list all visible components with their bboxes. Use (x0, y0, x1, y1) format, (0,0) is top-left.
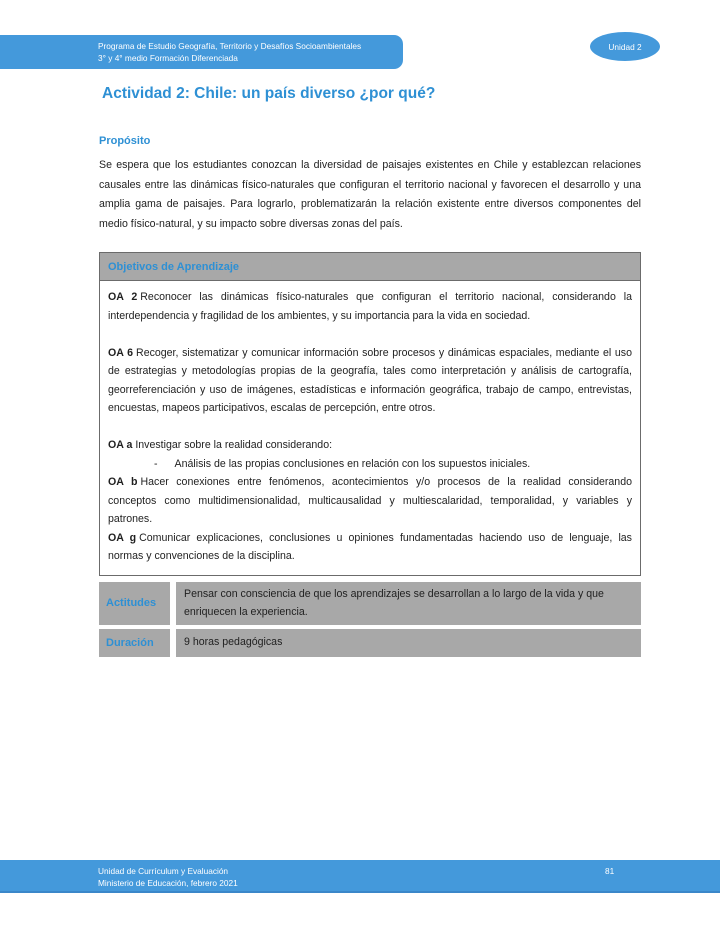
duracion-row (99, 629, 641, 657)
oa-text: Hacer conexiones entre fenómenos, acontecimientos y/o procesos de la realidad considerando conceptos como multidimensionalidad, multicausalidad y multiescalaridad, temporalidad, y variables y patrones. (108, 476, 632, 525)
bullet-dash: - (154, 457, 158, 470)
actitudes-label-cell (99, 582, 170, 625)
objetivos-table-body (99, 281, 641, 576)
oa-code: OA a (108, 439, 133, 451)
objetivos-table-header (99, 252, 641, 281)
oa-bullet-item (108, 455, 632, 474)
footer-line2: Ministerio de Educación, febrero 2021 (98, 878, 238, 888)
oa-code: OA 2 (108, 291, 138, 303)
actitudes-label: Actitudes (106, 597, 157, 609)
oa-item (108, 473, 632, 529)
oa-code: OA 6 (108, 346, 134, 359)
page-title: Actividad 2: Chile: un país diverso ¿por qué? (102, 85, 436, 102)
oa-code: OA g (108, 531, 137, 544)
proposito-label: Propósito (99, 135, 151, 147)
objetivos-table (99, 252, 641, 657)
objetivos-header-label: Objetivos de Aprendizaje (108, 260, 240, 273)
oa-code: OA b (108, 476, 138, 488)
actitudes-text: Pensar con consciencia de que los aprendizajes se desarrollan a lo largo de la vida y que enriquecen la experiencia. (184, 587, 604, 618)
page-number: 81 (605, 866, 615, 876)
unit-badge-label: Unidad 2 (608, 41, 642, 52)
duracion-label: Duración (106, 636, 154, 649)
proposito-paragraph: Se espera que los estudiantes conozcan la diversidad de paisajes existentes en Chile y establezcan relaciones causales entre las dinámicas físico-naturales que configuran el territorio nacional y favorecen el desarrollo y una amplia gama de paisajes. Para lograrlo, problematizarán la relación existente entre diversos componentes del medio físico-natural, y su impacto sobre diversas zonas del país. (99, 159, 641, 230)
actitudes-content-cell (176, 582, 641, 625)
actitudes-row (99, 582, 641, 625)
duracion-content-cell (176, 629, 641, 657)
program-title-line1: Programa de Estudio Geografía, Territorio y Desafíos Socioambientales (98, 41, 362, 51)
oa-text: Reconocer las dinámicas físico-naturales que configuran el territorio nacional, considerando la interdependencia y fragilidad de los ambientes, y su importancia para la vida en sociedad. (108, 291, 632, 322)
duracion-text: 9 horas pedagógicas (184, 636, 283, 649)
oa-text: Recoger, sistematizar y comunicar información sobre procesos y dinámicas espaciales, mediante el uso de estrategias y metodologías propias de la geografía, tales como interpretación y análisis de cartografía, georreferenciación y uso de imágenes, estadísticas e información geográfica, trabajo de campo, entrevistas, encuestas, mapeos participativos, escalas de percepción, entre otros. (108, 346, 632, 414)
duracion-label-cell (99, 629, 170, 657)
oa-text: Investigar sobre la realidad considerando: (135, 439, 333, 451)
oa-item (108, 344, 632, 418)
program-title-line2: 3° y 4° medio Formación Diferenciada (98, 53, 238, 63)
oa-item (108, 436, 632, 455)
oa-item (108, 529, 632, 566)
unit-badge (590, 32, 660, 61)
bullet-text: Análisis de las propias conclusiones en relación con los supuestos iniciales. (174, 457, 531, 470)
footer-bar (0, 860, 720, 893)
footer-line1: Unidad de Currículum y Evaluación (98, 866, 229, 876)
oa-text: Comunicar explicaciones, conclusiones u opiniones fundamentadas haciendo uso de lenguaje, las normas y convenciones de la disciplina. (108, 531, 632, 562)
oa-item (108, 288, 632, 325)
program-header-bar (0, 35, 403, 69)
